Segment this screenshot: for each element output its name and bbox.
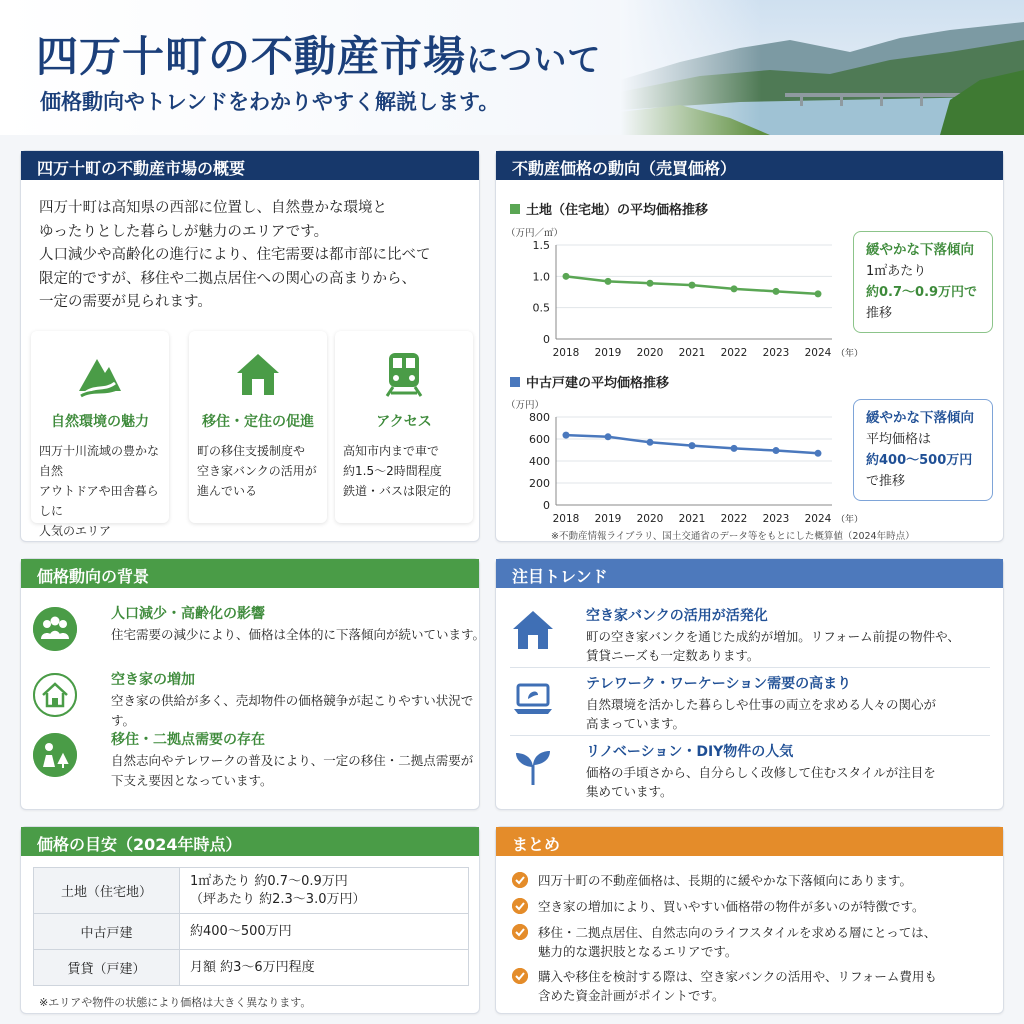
y-tick-label: 800 bbox=[529, 411, 550, 424]
price-trend-panel bbox=[495, 150, 1004, 542]
x-tick-label: 2021 bbox=[678, 347, 706, 359]
data-point bbox=[605, 433, 612, 440]
trend-item-title: 空き家バンクの活用が活発化 bbox=[586, 608, 768, 624]
table-cell-value: 1㎡あたり 約0.7〜0.9万円 （坪あたり 約2.3〜3.0万円） bbox=[180, 868, 469, 914]
y-tick-label: 1.5 bbox=[532, 239, 550, 252]
callout-line: 推移 bbox=[866, 306, 893, 321]
trends-heading: 注目トレンド bbox=[496, 559, 1003, 588]
data-point bbox=[731, 445, 738, 452]
data-source-note: ※不動産情報ライブラリ、国土交通省のデータ等をもとにした概算値（2024年時点） bbox=[551, 531, 915, 542]
background-item bbox=[33, 729, 473, 789]
laptop-icon bbox=[510, 675, 556, 721]
x-axis-label: （年） bbox=[836, 515, 864, 525]
callout-line: で推移 bbox=[866, 474, 906, 489]
background-item bbox=[33, 669, 473, 729]
trend-item bbox=[510, 605, 992, 669]
data-point bbox=[563, 432, 570, 439]
land-price-chart bbox=[502, 221, 864, 366]
y-tick-label: 200 bbox=[529, 477, 550, 490]
overview-heading: 四万十町の不動産市場の概要 bbox=[21, 151, 479, 180]
trend-item bbox=[510, 741, 992, 805]
y-tick-label: 0 bbox=[543, 333, 550, 346]
overview-panel bbox=[20, 150, 480, 542]
background-heading: 価格動向の背景 bbox=[21, 559, 479, 588]
summary-text: 空き家の増加により、買いやすい価格帯の物件が多いのが特徴です。 bbox=[538, 899, 925, 914]
callout-highlight: 約0.7〜0.9万円で bbox=[866, 285, 978, 300]
table-row bbox=[34, 868, 469, 914]
data-point bbox=[815, 290, 822, 297]
x-tick-label: 2021 bbox=[678, 513, 706, 525]
land-trend-callout bbox=[853, 231, 993, 333]
check-circle-icon bbox=[512, 968, 528, 984]
background-item-title: 空き家の増加 bbox=[111, 672, 195, 688]
data-point bbox=[689, 442, 696, 449]
vacant-house-icon bbox=[33, 673, 77, 717]
y-tick-label: 0.5 bbox=[532, 301, 550, 315]
data-point bbox=[773, 288, 780, 295]
mountain-river-icon bbox=[75, 349, 125, 399]
y-axis-label: （万円／㎡） bbox=[506, 228, 564, 239]
y-tick-label: 400 bbox=[529, 455, 550, 468]
x-tick-label: 2023 bbox=[762, 347, 790, 359]
background-item-title: 人口減少・高齢化の影響 bbox=[111, 606, 265, 622]
background-item bbox=[33, 603, 486, 663]
summary-text: 購入や移住を検討する際は、空き家バンクの活用や、リフォーム費用も 含めた資金計画がポイントです。 bbox=[538, 969, 937, 1003]
page-title: 四万十町の不動産市場について bbox=[36, 32, 602, 81]
divider bbox=[510, 667, 990, 668]
divider bbox=[510, 735, 990, 736]
x-tick-label: 2020 bbox=[636, 347, 664, 359]
callout-line: 平均価格は bbox=[866, 432, 932, 447]
relocation-icon bbox=[33, 733, 77, 777]
data-point bbox=[815, 450, 822, 457]
price-guide-panel bbox=[20, 826, 480, 1014]
background-item-desc: 自然志向やテレワークの普及により、一定の移住・二拠点需要が 下支え要因となっています。 bbox=[111, 753, 474, 788]
feature-title: アクセス bbox=[376, 414, 432, 430]
x-tick-label: 2019 bbox=[594, 347, 622, 359]
header-banner bbox=[0, 0, 1024, 135]
price-guide-heading: 価格の目安（2024年時点） bbox=[21, 827, 479, 856]
background-item-title: 移住・二拠点需要の存在 bbox=[111, 732, 265, 748]
summary-panel bbox=[495, 826, 1004, 1014]
trends-panel bbox=[495, 558, 1004, 810]
sprout-icon bbox=[510, 743, 556, 789]
summary-text: 移住・二拠点居住、自然志向のライフスタイルを求める層にとっては、 魅力的な選択肢となるエリアです。 bbox=[538, 925, 937, 959]
house-chart-title: 中古戸建の平均価格推移 bbox=[510, 372, 669, 391]
house-icon bbox=[233, 349, 283, 399]
y-tick-label: 1.0 bbox=[532, 270, 550, 284]
feature-card-relocation bbox=[189, 331, 327, 523]
people-icon bbox=[33, 607, 77, 651]
x-tick-label: 2022 bbox=[720, 347, 748, 359]
data-point bbox=[689, 282, 696, 289]
table-cell-label: 賃貸（戸建） bbox=[34, 950, 180, 986]
callout-highlight: 約400〜500万円 bbox=[866, 453, 973, 468]
x-tick-label: 2018 bbox=[552, 347, 580, 359]
check-circle-icon bbox=[512, 898, 528, 914]
data-point bbox=[563, 273, 570, 280]
data-point bbox=[647, 280, 654, 287]
check-circle-icon bbox=[512, 924, 528, 940]
x-axis-label: （年） bbox=[836, 349, 864, 359]
x-tick-label: 2019 bbox=[594, 513, 622, 525]
x-tick-label: 2020 bbox=[636, 513, 664, 525]
table-row bbox=[34, 914, 469, 950]
train-icon bbox=[379, 349, 429, 399]
y-axis-label: （万円） bbox=[506, 400, 545, 411]
data-point bbox=[773, 447, 780, 454]
table-cell-label: 中古戸建 bbox=[34, 914, 180, 950]
table-cell-label: 土地（住宅地） bbox=[34, 868, 180, 914]
river-landscape-illustration bbox=[620, 0, 1024, 135]
callout-title: 緩やかな下落傾向 bbox=[866, 410, 974, 426]
legend-square-house bbox=[510, 377, 520, 387]
trend-item-desc: 町の空き家バンクを通じた成約が増加。リフォーム前提の物件や、 賃貸ニーズも一定数あります。 bbox=[586, 629, 960, 663]
feature-card-access bbox=[335, 331, 473, 523]
background-panel bbox=[20, 558, 486, 810]
trend-item bbox=[510, 673, 992, 737]
callout-title: 緩やかな下落傾向 bbox=[866, 242, 974, 258]
house-price-chart bbox=[502, 391, 864, 529]
data-point bbox=[731, 285, 738, 292]
y-tick-label: 0 bbox=[543, 499, 550, 512]
price-guide-table bbox=[33, 867, 469, 986]
house-icon bbox=[510, 607, 556, 653]
x-tick-label: 2024 bbox=[804, 513, 832, 525]
x-tick-label: 2022 bbox=[720, 513, 748, 525]
table-cell-value: 月額 約3〜6万円程度 bbox=[180, 950, 469, 986]
x-tick-label: 2018 bbox=[552, 513, 580, 525]
price-trend-heading: 不動産価格の動向（売買価格） bbox=[496, 151, 1003, 180]
price-guide-note: ※エリアや物件の状態により価格は大きく異なります。 bbox=[39, 996, 312, 1009]
summary-text: 四万十町の不動産価格は、長期的に緩やかな下落傾向にあります。 bbox=[538, 873, 913, 888]
table-row bbox=[34, 950, 469, 986]
data-point bbox=[647, 439, 654, 446]
house-trend-callout bbox=[853, 399, 993, 501]
trend-item-desc: 価格の手頃さから、自分らしく改修して住むスタイルが注目を 集めています。 bbox=[586, 765, 936, 799]
legend-square-land bbox=[510, 204, 520, 214]
feature-desc: 四万十川流域の豊かな自然 アウトドアや田舎暮らしに 人気のエリア bbox=[39, 444, 160, 538]
background-item-desc: 空き家の供給が多く、売却物件の価格競争が起こりやすい状況です。 bbox=[111, 693, 474, 728]
feature-card-nature bbox=[31, 331, 169, 538]
check-circle-icon bbox=[512, 872, 528, 888]
feature-title: 移住・定住の促進 bbox=[202, 414, 314, 430]
page-subtitle: 価格動向やトレンドをわかりやすく解説します。 bbox=[40, 90, 500, 114]
trend-item-title: リノベーション・DIY物件の人気 bbox=[586, 744, 794, 760]
feature-title: 自然環境の魅力 bbox=[51, 414, 149, 430]
y-tick-label: 600 bbox=[529, 433, 550, 446]
x-tick-label: 2024 bbox=[804, 347, 832, 359]
feature-desc: 高知市内まで車で 約1.5〜2時間程度 鉄道・バスは限定的 bbox=[343, 444, 452, 498]
callout-line: 1㎡あたり bbox=[866, 264, 927, 279]
x-tick-label: 2023 bbox=[762, 513, 790, 525]
data-point bbox=[605, 278, 612, 285]
feature-desc: 町の移住支援制度や 空き家バンクの活用が 進んでいる bbox=[197, 444, 317, 498]
trend-item-desc: 自然環境を活かした暮らしや仕事の両立を求める人々の関心が 高まっています。 bbox=[586, 697, 937, 731]
table-cell-value: 約400〜500万円 bbox=[180, 914, 469, 950]
overview-text: 四万十町は高知県の西部に位置し、自然豊かな環境と ゆったりとした暮らしが魅力のエリアです。 人口減少や高齢化の進行により、住宅需要は都市部に比べて 限定的ですが、移住や二拠点居住への関心の高まりから、 一定の需要が見られます。 bbox=[39, 200, 431, 310]
land-chart-title: 土地（住宅地）の平均価格推移 bbox=[510, 199, 708, 218]
summary-heading: まとめ bbox=[496, 827, 1003, 856]
trend-item-title: テレワーク・ワーケーション需要の高まり bbox=[586, 676, 852, 692]
background-item-desc: 住宅需要の減少により、価格は全体的に下落傾向が続いています。 bbox=[111, 627, 486, 642]
